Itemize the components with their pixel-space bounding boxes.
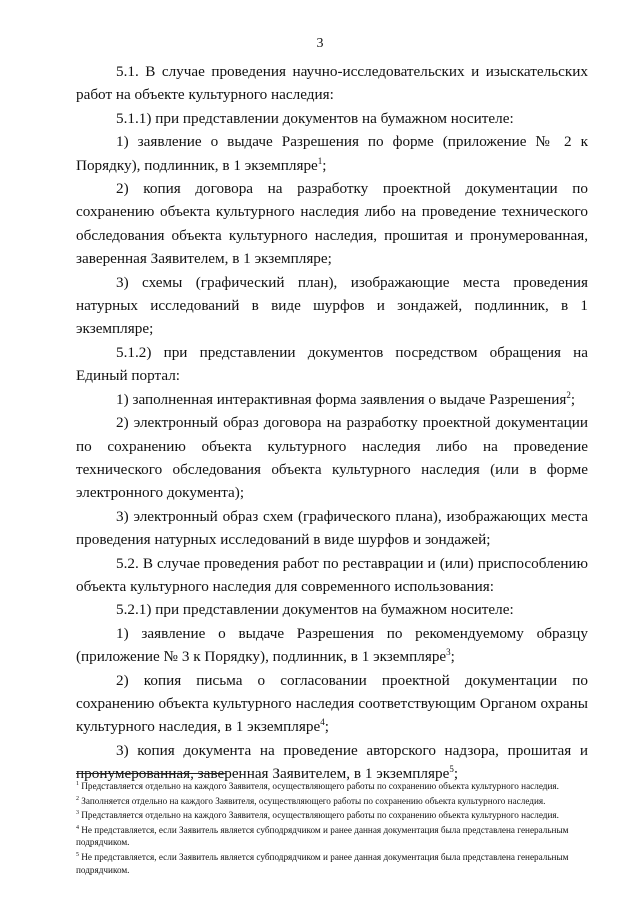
paragraph: 3) копия документа на проведение авторского надзора, прошитая и пронумерованная, заверенная Заявителем, в 1 экземпляре$^5$; [76,741,588,783]
footnote: $^2$ Заполняется отдельно на каждого Заявителя, осуществляющего работы по сохранению объекта культурного наследия. [76,795,546,806]
paragraph: 3) схемы (графический план), изображающие места проведения натурных исследований в виде шурфов и зондажей, подлинник, в 1 экземпляре; [76,273,588,338]
paragraph: 5.2.1) при представлении документов на бумажном носителе: [116,601,514,619]
footnote-ref: 1 [317,155,323,166]
footnote-ref: 5 [449,764,454,775]
paragraph: 5.2. В случае проведения работ по реставрации и (или) приспособлению объекта культурного наследия для современного использования: [76,554,588,595]
page-number: 3 [316,36,324,51]
paragraph: 5.1.2) при представлении документов посредством обращения на Единый портал: [76,343,588,385]
paragraph: 1) заявление о выдаче Разрешения по рекомендуемому образцу (приложение № 3 к Порядку), подлинник, в 1 экземпляре$^3$; [76,624,588,666]
paragraph: 2) электронный образ договора на разработку проектной документации по сохранению объекта культурного наследия либо на проведение технического обследования объекта культурного наследия (или в форме электронного документа); [76,414,588,502]
paragraph: 5.1. В случае проведения научно-исследовательских и изыскательских работ на объекте культурного наследия: [76,63,588,104]
paragraph: 1) заявление о выдаче Разрешения по форме (приложение № 2 к Порядку), подлинник, в 1 экземпляре$^1$; [76,133,588,174]
document-body [76,60,588,786]
footnote-ref: 3 [446,647,451,658]
paragraph: 5.1.1) при представлении документов на бумажном носителе: [116,109,514,127]
paragraph: 2) копия письма о согласовании проектной документации по сохранению объекта культурного наследия соответствующим Органом охраны культурного наследия, в 1 экземпляре$^4$; [76,671,588,736]
footnotes [76,780,596,878]
footnote: $^5$ Не представляется, если Заявитель является субподрядчиком и ранее данная документация была представлена генеральным подрядчиком. [76,851,569,875]
paragraph: 3) электронный образ схем (графического плана), изображающих места проведения натурных исследований в виде шурфов и зондажей; [76,507,588,549]
footnote: $^3$ Представляется отдельно на каждого Заявителя, осуществляющего работы по сохранению объекта культурного наследия. [76,810,559,821]
footnote-separator [76,773,226,774]
paragraph: 2) копия договора на разработку проектной документации по сохранению объекта культурного наследия либо на проведение технического обследования объекта культурного наследия, прошитая и пронумерованная, заверенная Заявителем, в 1 экземпляре; [76,180,588,268]
paragraph: 1) заполненная интерактивная форма заявления о выдаче Разрешения$^2$; [116,389,576,408]
footnote: $^4$ Не представляется, если Заявитель является субподрядчиком и ранее данная документация была представлена генеральным подрядчиком. [76,824,569,848]
footnote: $^1$ Представляется отдельно на каждого Заявителя, осуществляющего работы по сохранению объекта культурного наследия. [76,780,559,791]
footnote-ref: 2 [566,389,571,400]
footnote-ref: 4 [320,717,325,728]
